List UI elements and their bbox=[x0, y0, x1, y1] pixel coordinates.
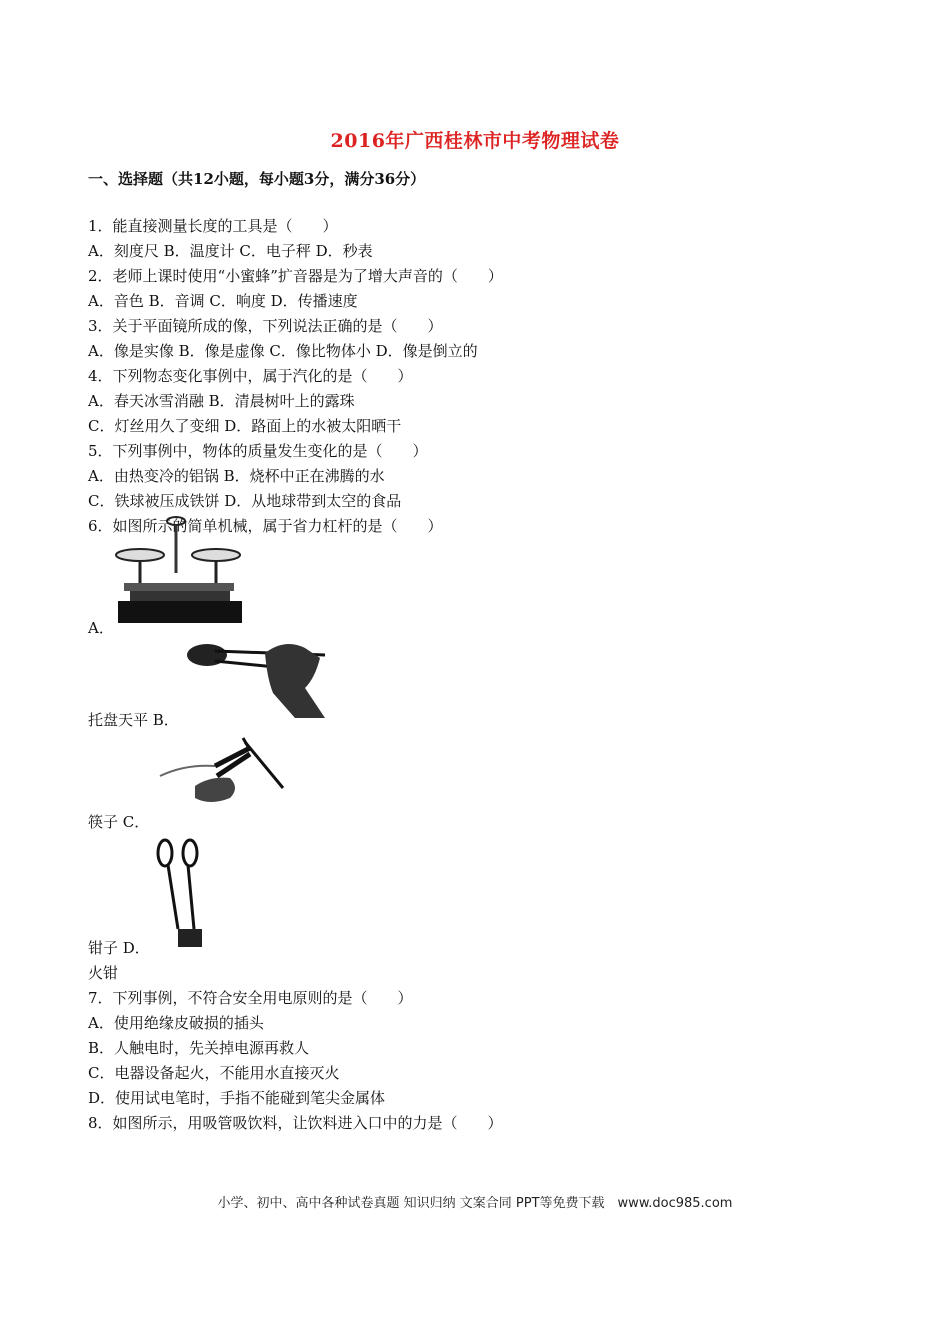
q6-label-b: 托盘天平 B． bbox=[88, 711, 179, 729]
chopsticks-icon bbox=[185, 633, 330, 723]
q8: 8．如图所示，用吸管吸饮料，让饮料进入口中的力是（ ） bbox=[88, 1114, 503, 1132]
q5-options-ab: A．由热变冷的铝锅 B．烧杯中正在沸腾的水 bbox=[88, 467, 385, 485]
fire-tongs-icon bbox=[150, 837, 210, 952]
q4-options-cd: C．灯丝用久了变细 D．路面上的水被太阳晒干 bbox=[88, 417, 402, 435]
q5: 5．下列事例中，物体的质量发生变化的是（ ） bbox=[88, 442, 428, 460]
q7-option-d: D．使用试电笔时，手指不能碰到笔尖金属体 bbox=[88, 1089, 386, 1107]
q1-options: A．刻度尺 B．温度计 C．电子秤 D．秒表 bbox=[88, 242, 373, 260]
section-heading: 一、选择题（共12小题，每小题3分，满分36分） bbox=[88, 170, 426, 188]
q2: 2．老师上课时使用“小蜜蜂”扩音器是为了增大声音的（ ） bbox=[88, 267, 503, 285]
q7-option-c: C．电器设备起火，不能用水直接灭火 bbox=[88, 1064, 340, 1082]
q4-options-ab: A．春天冰雪消融 B．清晨树叶上的露珠 bbox=[88, 392, 355, 410]
q5-options-cd: C．铁球被压成铁饼 D．从地球带到太空的食品 bbox=[88, 492, 402, 510]
q6-label-c: 筷子 C． bbox=[88, 813, 150, 831]
q2-options: A．音色 B．音调 C．响度 D．传播速度 bbox=[88, 292, 358, 310]
footer: 小学、初中、高中各种试卷真题 知识归纳 文案合同 PPT等免费下载 www.doc985.com bbox=[217, 1196, 733, 1211]
q6-label-d: 钳子 D． bbox=[88, 939, 150, 957]
q7-option-a: A．使用绝缘皮破损的插头 bbox=[88, 1014, 264, 1032]
q7: 7．下列事例，不符合安全用电原则的是（ ） bbox=[88, 989, 413, 1007]
page-title: 2016年广西桂林市中考物理试卷 bbox=[330, 130, 620, 152]
q3-options: A．像是实像 B．像是虚像 C．像比物体小 D．像是倒立的 bbox=[88, 342, 478, 360]
q1: 1．能直接测量长度的工具是（ ） bbox=[88, 217, 338, 235]
q4: 4．下列物态变化事例中，属于汽化的是（ ） bbox=[88, 367, 413, 385]
q7-option-b: B．人触电时，先关掉电源再救人 bbox=[88, 1039, 310, 1057]
q6-label-a: A． bbox=[88, 619, 114, 637]
q3: 3．关于平面镜所成的像，下列说法正确的是（ ） bbox=[88, 317, 443, 335]
q6: 6．如图所示的简单机械，属于省力杠杆的是（ ） bbox=[88, 517, 443, 535]
pliers-icon bbox=[155, 736, 290, 816]
q6-label-d-name: 火钳 bbox=[88, 964, 119, 982]
balance-icon bbox=[110, 513, 250, 633]
